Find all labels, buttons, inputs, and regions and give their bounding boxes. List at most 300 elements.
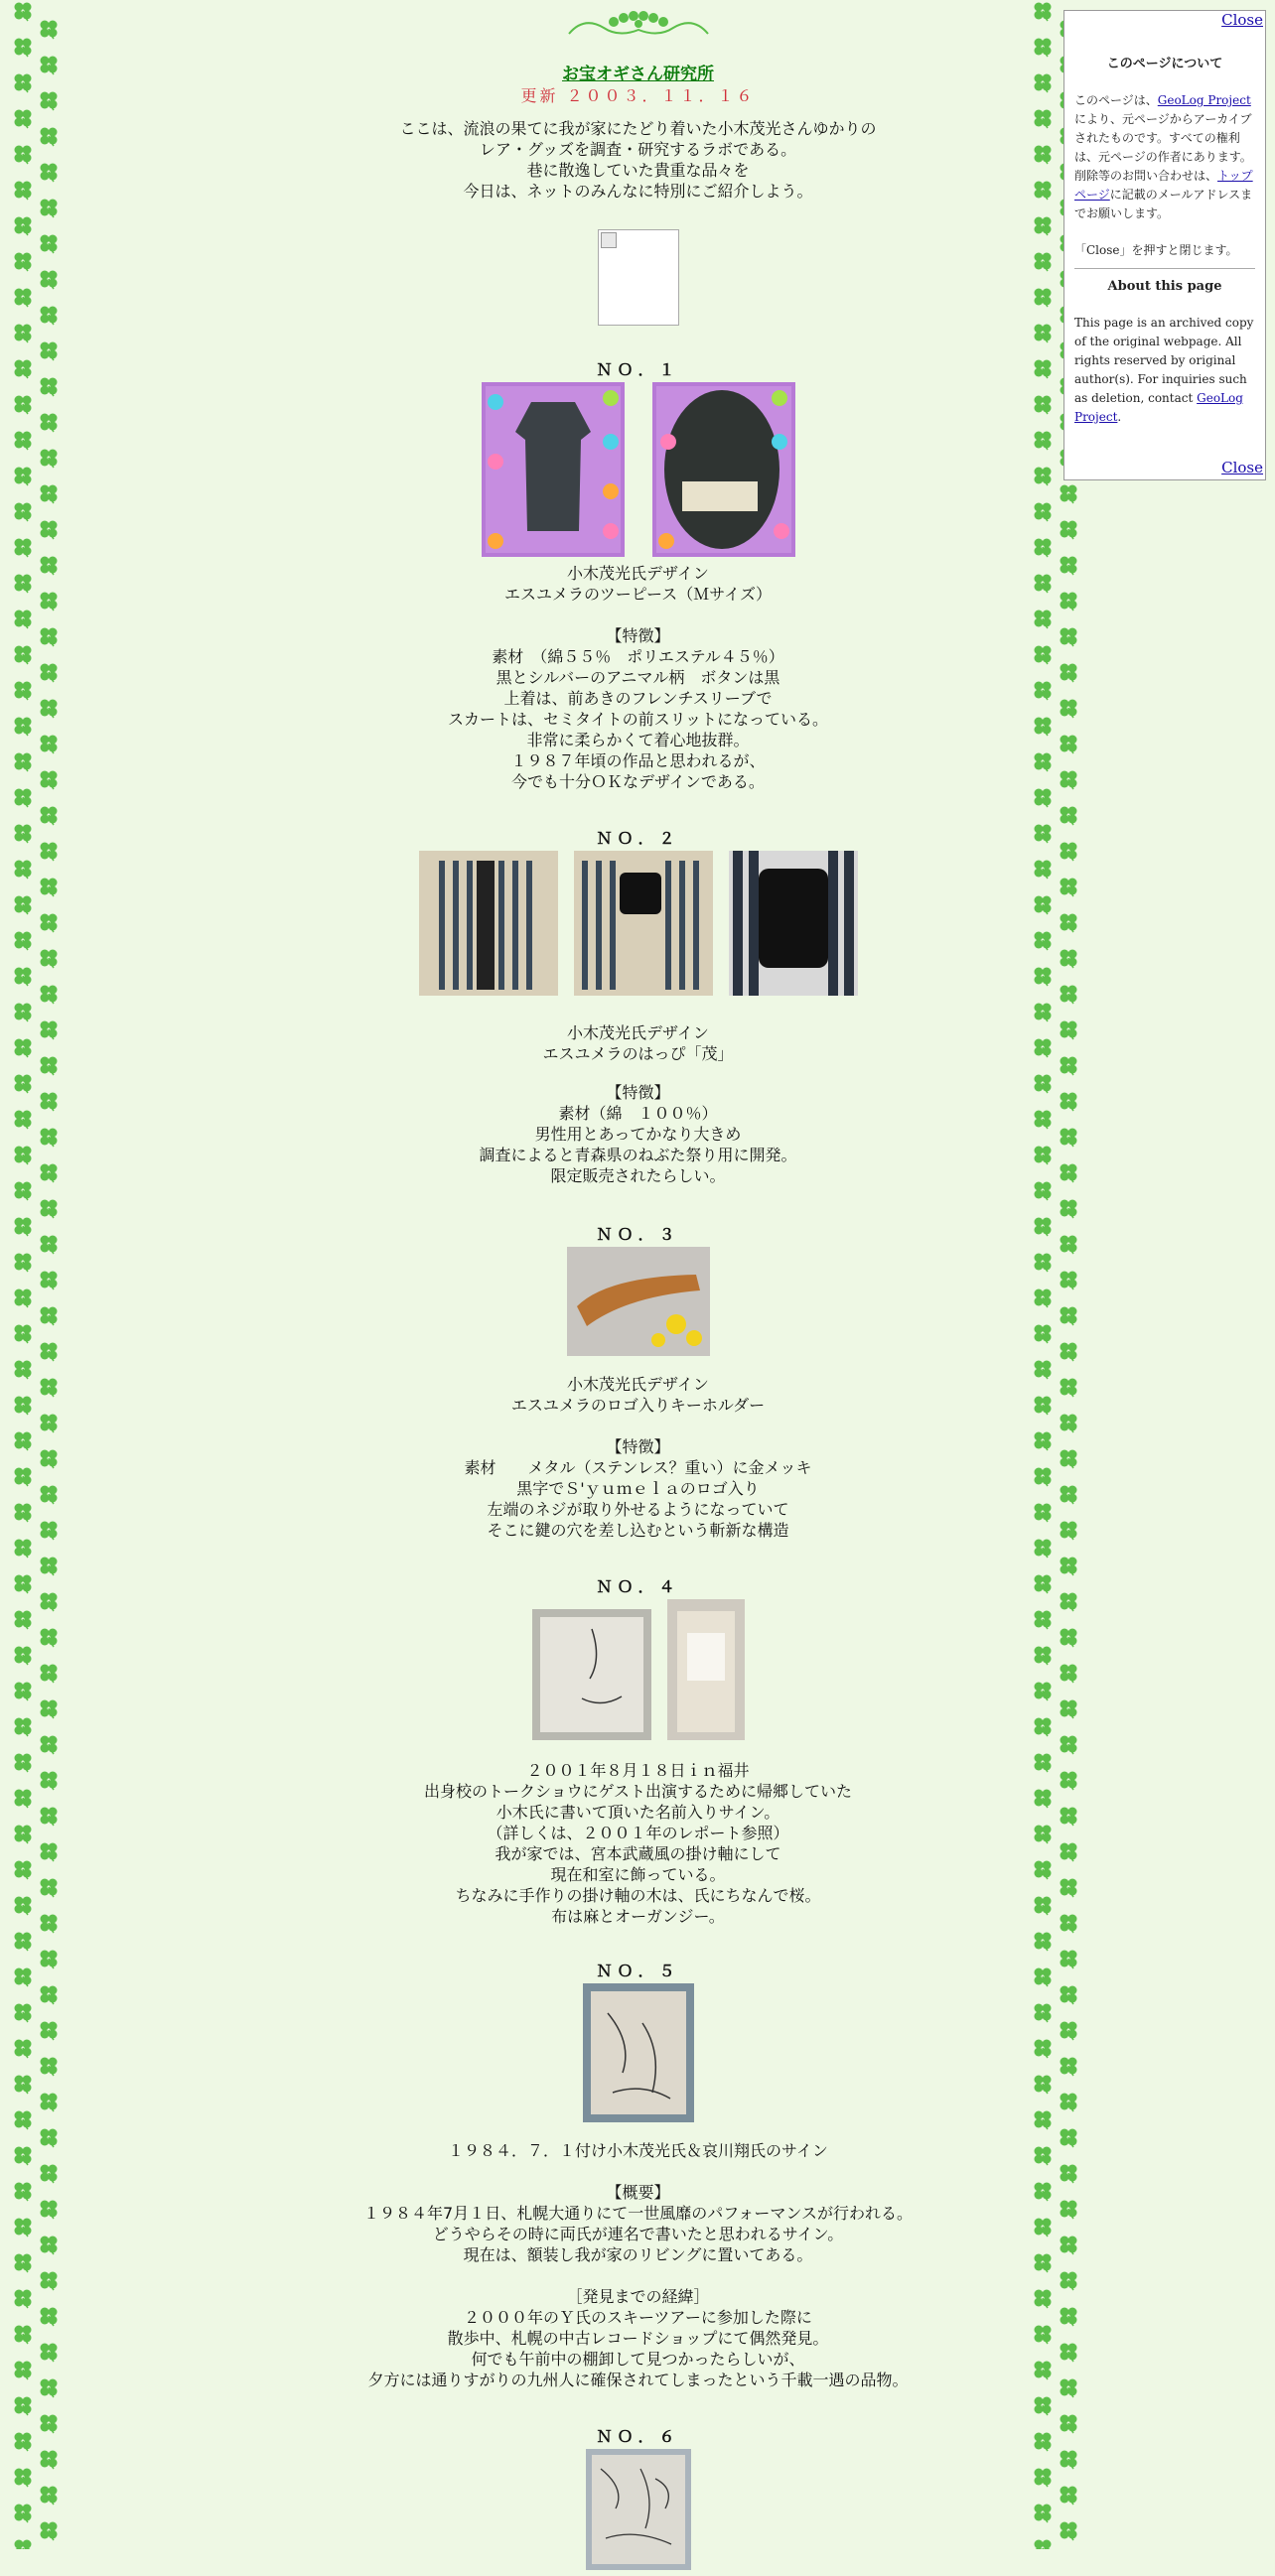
detail-line: 現在和室に飾っている。 — [550, 1865, 726, 1884]
clover-icon — [38, 1304, 60, 1326]
clover-icon — [12, 1751, 34, 1773]
clover-icon — [38, 2519, 60, 2541]
clover-icon — [1032, 286, 1054, 308]
clover-icon — [1058, 1090, 1079, 1112]
panel-text: . — [1117, 410, 1122, 424]
clover-icon — [1032, 2251, 1054, 2273]
intro-line: レア・グッズを調査・研究するラボである。 — [479, 140, 797, 159]
clover-icon — [12, 1572, 34, 1594]
clover-icon — [12, 1322, 34, 1344]
clover-icon — [1058, 1269, 1079, 1290]
clover-icon — [38, 1483, 60, 1505]
clover-icon — [12, 357, 34, 379]
clover-icon — [1058, 840, 1079, 862]
clover-icon — [12, 393, 34, 415]
clover-icon — [12, 2359, 34, 2380]
clover-icon — [1032, 357, 1054, 379]
clover-icon — [1058, 1840, 1079, 1862]
detail-line: 出身校のトークショウにゲスト出演するために帰郷していた — [423, 1782, 853, 1801]
detail-line: ２０００年のＹ氏のスキーツアーに参加した際に — [464, 2308, 812, 2327]
item-line: 小木茂光氏デザイン — [567, 1023, 709, 1042]
clover-icon — [38, 1948, 60, 1969]
clover-icon — [12, 715, 34, 737]
clover-icon — [1032, 1465, 1054, 1487]
panel-divider — [1074, 268, 1255, 269]
clover-icon — [38, 1412, 60, 1433]
detail-line: 非常に柔らかくて着心地抜群。 — [526, 731, 750, 749]
clover-icon — [12, 786, 34, 808]
happi-photo-3 — [729, 851, 858, 996]
hanging-scroll-photo — [667, 1599, 745, 1740]
autograph-board-photo — [532, 1609, 651, 1740]
clover-icon — [38, 1376, 60, 1398]
clover-icon — [1032, 858, 1054, 880]
item-2-images — [338, 851, 938, 996]
geolog-link-en[interactable]: GeoLog Project — [1074, 391, 1243, 424]
clover-icon — [1032, 1537, 1054, 1559]
clover-icon — [12, 750, 34, 772]
main-content — [338, 0, 938, 2576]
item-6-images — [338, 2449, 938, 2570]
clover-icon — [38, 2412, 60, 2434]
clover-icon — [1032, 1823, 1054, 1844]
clover-icon — [1032, 572, 1054, 594]
clover-icon — [38, 840, 60, 862]
clover-icon — [12, 1108, 34, 1130]
clover-icon — [38, 2162, 60, 2184]
clover-icon — [38, 768, 60, 790]
clover-icon — [38, 2126, 60, 2148]
clover-icon — [38, 518, 60, 540]
clover-icon — [1058, 1233, 1079, 1255]
clover-icon — [38, 411, 60, 433]
clover-icon — [38, 2376, 60, 2398]
clover-icon — [12, 1358, 34, 1380]
clover-icon — [1058, 1340, 1079, 1362]
clover-icon — [12, 1787, 34, 1809]
panel-text-en — [1074, 314, 1255, 427]
clover-icon — [1032, 1930, 1054, 1952]
detail-line: １９８７年頃の作品と思われるが、 — [510, 751, 766, 770]
detail-line: 素材 メタル（ステンレス？重い）に金メッキ — [464, 1458, 812, 1477]
clover-icon — [38, 733, 60, 754]
geolog-link-jp[interactable]: GeoLog Project — [1157, 93, 1251, 107]
clover-icon — [12, 1251, 34, 1273]
clover-icon — [1032, 822, 1054, 844]
clover-icon — [38, 89, 60, 111]
clover-icon — [1032, 893, 1054, 915]
detail-line: 素材（綿 １００％） — [558, 1104, 718, 1123]
clover-icon — [1032, 1215, 1054, 1237]
detail-line: 男性用とあってかなり大きめ — [534, 1125, 742, 1144]
clover-icon — [38, 2269, 60, 2291]
clover-icon — [1032, 1894, 1054, 1916]
intro-text — [338, 118, 938, 202]
clover-icon — [1032, 393, 1054, 415]
clover-icon — [12, 536, 34, 558]
clover-icon — [1032, 36, 1054, 58]
clover-icon — [12, 643, 34, 665]
clover-icon — [1032, 2180, 1054, 2202]
item-line: １９８４．７．１付け小木茂光氏＆哀川翔氏のサイン — [448, 2141, 828, 2160]
clover-icon — [38, 911, 60, 933]
clover-icon — [12, 1465, 34, 1487]
clover-icon — [12, 608, 34, 629]
clover-icon — [38, 1590, 60, 1612]
detail-line: 調査によると青森県のねぶた祭り用に開発。 — [479, 1146, 797, 1164]
clover-icon — [1058, 625, 1079, 647]
clover-icon — [12, 1501, 34, 1523]
clover-icon — [12, 1930, 34, 1952]
detail-line: 夕方には通りすがりの九州人に確保されてしまったという千載一遇の品物。 — [367, 2371, 909, 2389]
clover-icon — [1058, 1197, 1079, 1219]
clover-icon — [12, 2180, 34, 2202]
clover-icon — [1032, 1322, 1054, 1344]
clover-icon — [1032, 1715, 1054, 1737]
detail-line: 何でも午前中の棚卸して見つかったらしいが、 — [471, 2350, 805, 2369]
dress-label-photo — [652, 382, 795, 557]
happi-photo-2 — [574, 851, 713, 996]
clover-icon — [38, 1519, 60, 1541]
section-heading: 【概要】 — [606, 2183, 670, 2202]
clover-icon — [1058, 1697, 1079, 1719]
clover-icon — [12, 214, 34, 236]
clover-icon — [38, 1161, 60, 1183]
clover-icon — [1032, 143, 1054, 165]
clover-icon — [12, 2537, 34, 2549]
updated-date: 更新 ２００３．１１．１６ — [520, 86, 756, 105]
item-number: ＮＯ．２ — [596, 829, 680, 848]
detail-line: 素材 （綿５５％ ポリエステル４５％） — [492, 647, 784, 666]
clover-icon — [12, 465, 34, 486]
clover-icon — [1058, 733, 1079, 754]
clover-icon — [38, 161, 60, 183]
clover-icon — [1032, 608, 1054, 629]
clover-icon — [38, 2484, 60, 2506]
clover-icon — [1032, 214, 1054, 236]
clover-icon — [38, 1340, 60, 1362]
detail-line: ちなみに手作りの掛け軸の木は、氏にちなんで桜。 — [455, 1886, 821, 1905]
detail-line: 限定販売されたらしい。 — [550, 1166, 726, 1185]
panel-text: このページは、 — [1074, 93, 1158, 107]
clover-icon — [1032, 1787, 1054, 1809]
clover-icon — [38, 1555, 60, 1576]
clover-icon — [12, 2466, 34, 2488]
clover-icon — [1058, 1626, 1079, 1648]
top-page-link[interactable]: トップページ — [1074, 169, 1253, 202]
panel-text: This page is an archived copy of the original webpage. All rights reserved by original author(s). For inquiries such as deletion, contact — [1074, 316, 1254, 405]
detail-line: 黒とシルバーのアニマル柄 ボタンは黒 — [496, 668, 780, 687]
clover-icon — [1058, 1304, 1079, 1326]
clover-icon — [1058, 2234, 1079, 2255]
clover-icon — [1058, 554, 1079, 576]
clover-icon — [12, 1394, 34, 1416]
panel-text: により、元ページからアーカイブされたものです。すべての権利は、元ページの作者にあります。削除等のお問い合わせは、 — [1074, 112, 1252, 183]
clover-icon — [1058, 1769, 1079, 1791]
item-3-images — [338, 1247, 938, 1356]
clover-icon — [1058, 1555, 1079, 1576]
clover-icon — [1058, 2126, 1079, 2148]
clover-icon — [38, 554, 60, 576]
clover-icon — [1032, 465, 1054, 486]
clover-icon — [1032, 929, 1054, 951]
clover-icon — [38, 54, 60, 75]
detail-line: そこに鍵の穴を差し込むという斬新な構造 — [487, 1521, 789, 1540]
clover-icon — [1058, 947, 1079, 969]
clover-icon — [1032, 2073, 1054, 2095]
clover-icon — [38, 232, 60, 254]
clover-icon — [1058, 1662, 1079, 1684]
clover-icon — [38, 697, 60, 719]
clover-icon — [1032, 715, 1054, 737]
item-number: ＮＯ．５ — [596, 1962, 680, 1980]
clover-icon — [12, 250, 34, 272]
clover-icon — [12, 1001, 34, 1022]
clover-icon — [1032, 179, 1054, 201]
clover-icon — [38, 2055, 60, 2077]
clover-icon — [38, 1269, 60, 1290]
clover-icon — [12, 179, 34, 201]
clover-icon — [1058, 2019, 1079, 2041]
clover-icon — [38, 947, 60, 969]
detail-line: 布は麻とオーガンジー。 — [551, 1907, 725, 1926]
clover-icon — [1032, 1751, 1054, 1773]
section-heading: 【特徴】 — [606, 626, 670, 645]
clover-icon — [1032, 2216, 1054, 2237]
clover-icon — [1058, 1733, 1079, 1755]
detail-line: スカートは、セミタイトの前スリットになっている。 — [447, 710, 829, 729]
clover-icon — [1032, 1108, 1054, 1130]
clover-icon — [1032, 0, 1054, 22]
close-link-top[interactable]: Close — [1221, 11, 1263, 29]
clover-icon — [1058, 2376, 1079, 2398]
clover-icon — [38, 983, 60, 1005]
clover-icon — [1058, 804, 1079, 826]
panel-title-jp: このページについて — [1106, 57, 1223, 71]
clover-icon — [38, 1054, 60, 1076]
clover-icon — [12, 1715, 34, 1737]
clover-icon — [38, 804, 60, 826]
clover-icon — [12, 2216, 34, 2237]
keyholder-photo — [567, 1247, 710, 1356]
clover-icon — [1058, 1805, 1079, 1827]
close-link-bottom[interactable]: Close — [1221, 459, 1263, 476]
clover-icon — [12, 1680, 34, 1701]
clover-icon — [38, 2234, 60, 2255]
detail-line: 我が家では、宮本武蔵風の掛け軸にして — [495, 1844, 781, 1863]
clover-icon — [12, 2502, 34, 2523]
detail-line: 今でも十分ＯＫなデザインである。 — [511, 772, 765, 791]
clover-icon — [1058, 2091, 1079, 2112]
item-line: エスユメラのはっぴ「茂」 — [542, 1044, 734, 1063]
detail-line: 小木氏に書いて頂いた名前入りサイン。 — [496, 1803, 780, 1822]
clover-icon — [38, 2198, 60, 2220]
detail-line: 左端のネジが取り外せるようになっていて — [487, 1500, 789, 1519]
clover-icon — [1032, 1501, 1054, 1523]
clover-icon — [1058, 983, 1079, 1005]
clover-icon — [38, 2091, 60, 2112]
clover-icon — [12, 36, 34, 58]
clover-icon — [1058, 1412, 1079, 1433]
detail-line: 上着は、前あきのフレンチスリーブで — [503, 689, 773, 708]
item-1-images — [338, 382, 938, 557]
site-title-link[interactable]: お宝オギさん研究所 — [562, 65, 714, 84]
clover-icon — [12, 143, 34, 165]
clover-icon — [1032, 1358, 1054, 1380]
clover-icon — [1032, 1072, 1054, 1094]
clover-icon — [1032, 1287, 1054, 1308]
clover-icon — [38, 1697, 60, 1719]
clover-icon — [1058, 768, 1079, 790]
clover-icon — [38, 1626, 60, 1648]
clover-icon — [12, 1287, 34, 1308]
clover-icon — [1032, 1429, 1054, 1451]
clover-icon — [1032, 643, 1054, 665]
clover-icon — [12, 1144, 34, 1165]
clover-icon — [12, 2430, 34, 2452]
clover-icon — [12, 572, 34, 594]
section-heading: 【特徴】 — [606, 1437, 670, 1456]
clover-icon — [1032, 1644, 1054, 1666]
autograph-collection-photo — [586, 2449, 691, 2570]
clover-icon — [38, 1197, 60, 1219]
clover-icon — [1058, 1483, 1079, 1505]
clover-ornament — [564, 6, 713, 46]
clover-icon — [1032, 750, 1054, 772]
clover-icon — [1058, 1018, 1079, 1040]
item-line: エスユメラのツーピース（Ｍサイズ） — [504, 585, 772, 604]
clover-border-left — [8, 0, 68, 2549]
clover-icon — [12, 1429, 34, 1451]
clover-icon — [1032, 1394, 1054, 1416]
clover-icon — [1032, 71, 1054, 93]
clover-icon — [1058, 1912, 1079, 1934]
clover-icon — [38, 1090, 60, 1112]
clover-icon — [38, 1769, 60, 1791]
clover-icon — [1032, 1036, 1054, 1058]
panel-title-en: About this page — [1107, 279, 1222, 294]
intro-line: 今日は、ネットのみんなに特別にご紹介しよう。 — [463, 182, 813, 201]
clover-icon — [1058, 1447, 1079, 1469]
clover-icon — [1058, 2162, 1079, 2184]
clover-icon — [38, 1912, 60, 1934]
detail-line: １９８４年7月１日、札幌大通りにて一世風靡のパフォーマンスが行われる。 — [363, 2204, 913, 2223]
happi-photo-1 — [419, 851, 558, 996]
clover-icon — [38, 18, 60, 40]
clover-icon — [1058, 1054, 1079, 1076]
clover-icon — [12, 965, 34, 987]
item-5-images — [338, 1983, 938, 2122]
clover-icon — [1032, 1179, 1054, 1201]
clover-icon — [38, 661, 60, 683]
clover-icon — [1032, 2359, 1054, 2380]
clover-icon — [38, 1447, 60, 1469]
clover-icon — [1032, 2394, 1054, 2416]
clover-icon — [1058, 2269, 1079, 2291]
clover-icon — [1032, 679, 1054, 701]
clover-icon — [38, 625, 60, 647]
clover-icon — [1032, 2001, 1054, 2023]
clover-icon — [1058, 2198, 1079, 2220]
item-4-images — [338, 1599, 938, 1740]
clover-icon — [1032, 536, 1054, 558]
clover-icon — [1058, 1983, 1079, 2005]
clover-icon — [12, 2073, 34, 2095]
clover-icon — [38, 375, 60, 397]
clover-icon — [12, 500, 34, 522]
clover-icon — [1058, 2305, 1079, 2327]
clover-icon — [1058, 1876, 1079, 1898]
clover-icon — [12, 929, 34, 951]
clover-icon — [12, 429, 34, 451]
clover-icon — [1032, 1966, 1054, 1987]
clover-icon — [1058, 1161, 1079, 1183]
clover-icon — [1032, 786, 1054, 808]
clover-icon — [38, 876, 60, 897]
clover-icon — [1032, 1144, 1054, 1165]
clover-icon — [1058, 876, 1079, 897]
clover-icon — [1032, 2323, 1054, 2345]
clover-icon — [38, 268, 60, 290]
clover-icon — [38, 2448, 60, 2470]
clover-icon — [1032, 429, 1054, 451]
intro-line: ここは、流浪の果てに我が家にたどり着いた小木茂光さんゆかりの — [399, 119, 877, 138]
clover-icon — [12, 1036, 34, 1058]
panel-text: に記載のメールアドレスまでお願いします。 — [1074, 188, 1253, 220]
clover-icon — [38, 1126, 60, 1148]
clover-icon — [1032, 1680, 1054, 1701]
section-heading: 【特徴】 — [606, 1083, 670, 1102]
item-line: 小木茂光氏デザイン — [567, 1375, 709, 1394]
clover-icon — [1058, 911, 1079, 933]
clover-icon — [12, 893, 34, 915]
clover-icon — [38, 1876, 60, 1898]
clover-icon — [12, 1894, 34, 1916]
clover-icon — [1032, 2502, 1054, 2523]
clover-icon — [12, 1644, 34, 1666]
clover-icon — [12, 1608, 34, 1630]
clover-icon — [12, 286, 34, 308]
clover-icon — [12, 822, 34, 844]
clover-icon — [12, 1966, 34, 1987]
clover-icon — [38, 1233, 60, 1255]
clover-icon — [1058, 2448, 1079, 2470]
clover-icon — [12, 1823, 34, 1844]
clover-icon — [38, 1733, 60, 1755]
clover-icon — [1058, 1376, 1079, 1398]
clover-icon — [1032, 2430, 1054, 2452]
clover-icon — [12, 2323, 34, 2345]
clover-icon — [38, 2341, 60, 2363]
clover-icon — [38, 1805, 60, 1827]
clover-icon — [1058, 518, 1079, 540]
clover-icon — [1058, 2055, 1079, 2077]
intro-line: 巷に散逸していた貴重な品々を — [526, 161, 750, 180]
clover-icon — [38, 197, 60, 218]
detail-line: （詳しくは、２００１年のレポート参照） — [487, 1824, 789, 1842]
clover-icon — [12, 2394, 34, 2416]
clover-icon — [38, 1018, 60, 1040]
clover-icon — [38, 304, 60, 326]
clover-icon — [12, 1537, 34, 1559]
clover-icon — [38, 125, 60, 147]
clover-icon — [1032, 2108, 1054, 2130]
clover-icon — [1032, 1572, 1054, 1594]
item-number: ＮＯ．３ — [596, 1225, 680, 1244]
detail-line: 現在は、額装し我が家のリビングに置いてある。 — [463, 2245, 813, 2264]
clover-icon — [12, 0, 34, 22]
clover-icon — [38, 482, 60, 504]
